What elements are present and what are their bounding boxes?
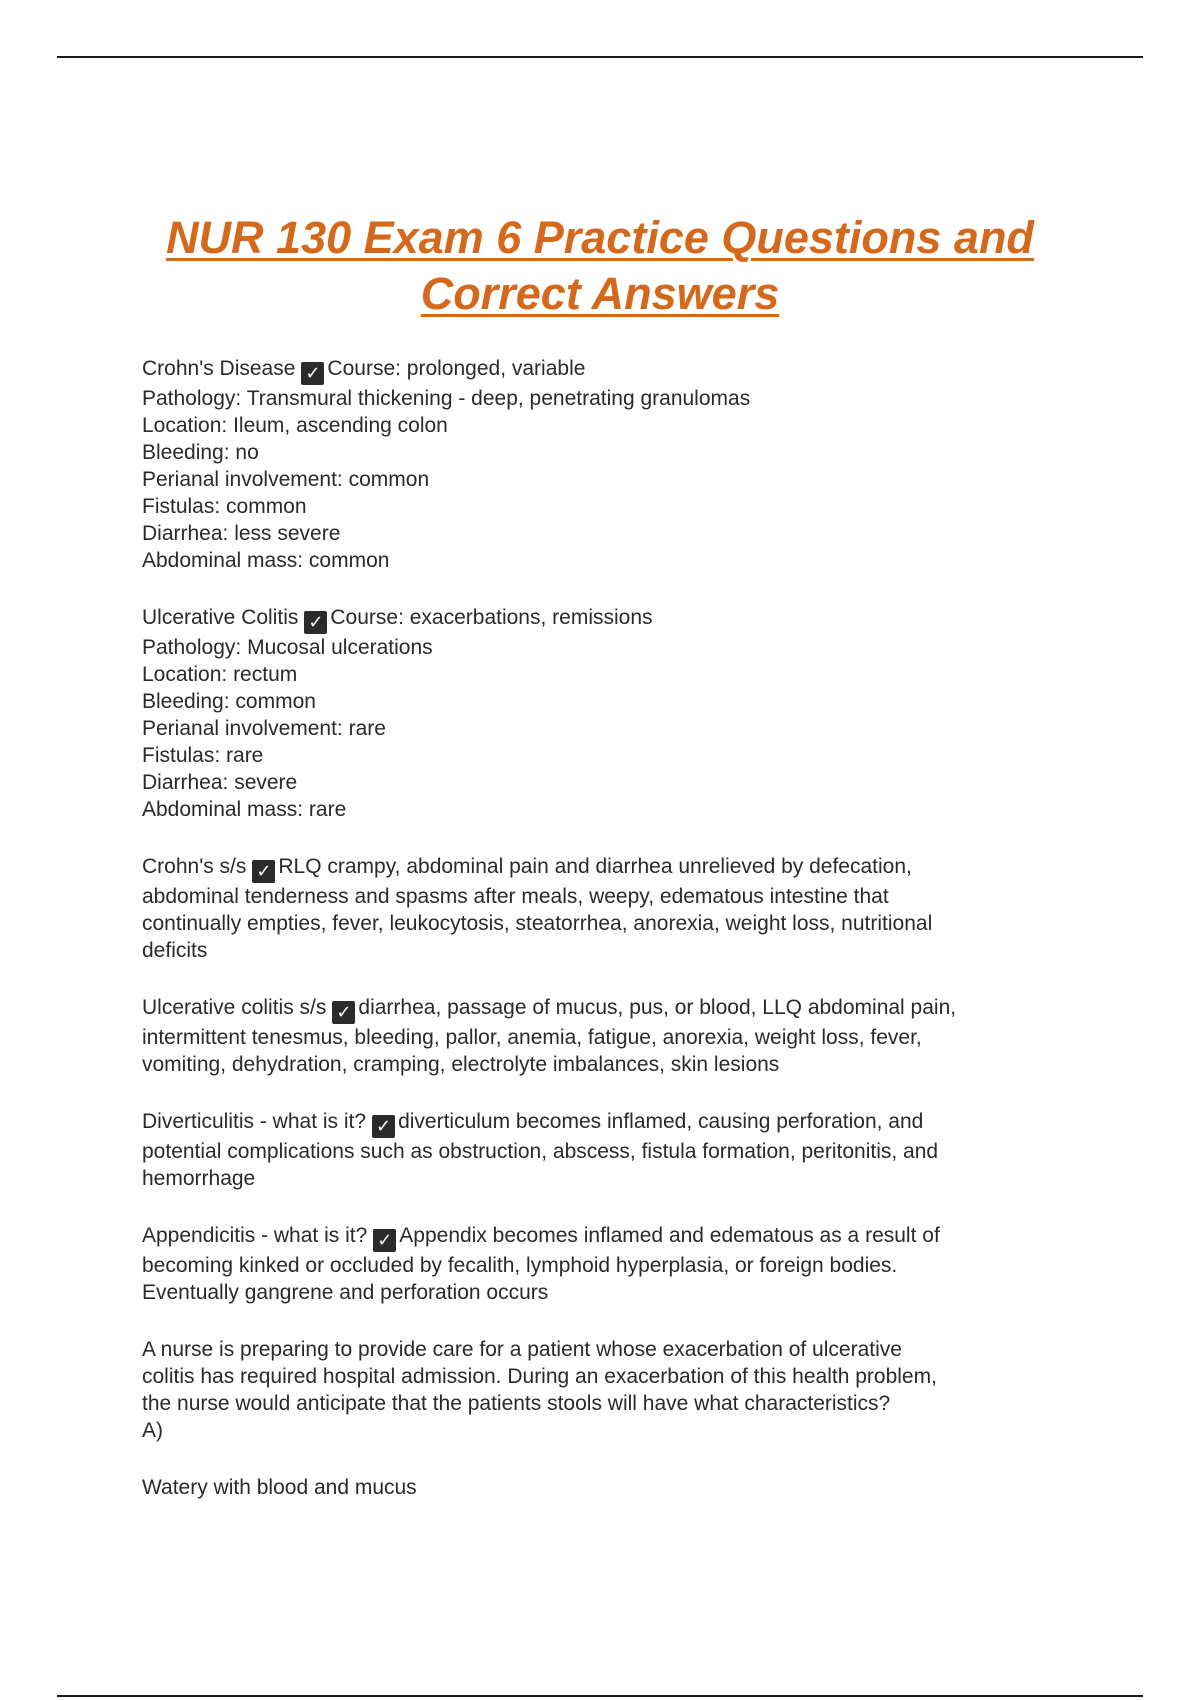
flashcard-answer-line: becoming kinked or occluded by fecalith, lymphoid hyperplasia, or foreign bodies.: [142, 1254, 898, 1277]
flashcard-first-line: [142, 604, 1072, 634]
flashcard-answer-line: potential complications such as obstruction, abscess, fistula formation, peritonitis, and: [142, 1140, 939, 1163]
flashcard: [142, 355, 1072, 574]
document-body: [142, 355, 1072, 1531]
checkmark-icon: ✓: [301, 362, 324, 385]
flashcard-answer-line: abdominal tenderness and spasms after meals, weepy, edematous intestine that: [142, 885, 889, 908]
flashcard-answer-line: diverticulum becomes inflamed, causing perforation, and: [398, 1110, 924, 1133]
question-option-label: A): [142, 1419, 163, 1442]
flashcard-answer-line: intermittent tenesmus, bleeding, pallor, anemia, fatigue, anorexia, weight loss, fever,: [142, 1026, 922, 1049]
flashcard-answer-line: Abdominal mass: common: [142, 549, 390, 572]
flashcard-answer-line: Eventually gangrene and perforation occurs: [142, 1281, 549, 1304]
flashcard-answer-line: Diarrhea: severe: [142, 771, 298, 794]
flashcard-answer-line: Perianal involvement: common: [142, 468, 430, 491]
flashcard: [142, 1108, 1072, 1192]
flashcard-term: Crohn's Disease: [142, 357, 296, 380]
checkmark-icon: ✓: [252, 860, 275, 883]
checkmark-icon: ✓: [372, 1115, 395, 1138]
flashcard-term: Crohn's s/s: [142, 855, 247, 878]
flashcard-answer-line: hemorrhage: [142, 1167, 256, 1190]
flashcard-term: Appendicitis - what is it?: [142, 1224, 368, 1247]
flashcard-answer-line: Pathology: Transmural thickening - deep, penetrating granulomas: [142, 387, 751, 410]
flashcard-answer-line: Location: Ileum, ascending colon: [142, 414, 448, 437]
question-answer: [142, 1474, 1072, 1501]
flashcard-answer-line: Abdominal mass: rare: [142, 798, 347, 821]
flashcard-answer-line: Diarrhea: less severe: [142, 522, 341, 545]
flashcard-answer-line: Bleeding: common: [142, 690, 316, 713]
flashcard-term: Ulcerative colitis s/s: [142, 996, 327, 1019]
flashcard-first-line: [142, 853, 1072, 883]
flashcard-answer-line: Course: exacerbations, remissions: [330, 606, 653, 629]
flashcard-answer-line: Location: rectum: [142, 663, 298, 686]
checkmark-icon: ✓: [332, 1001, 355, 1024]
flashcard: [142, 853, 1072, 964]
flashcard: [142, 604, 1072, 823]
flashcard-term: Ulcerative Colitis: [142, 606, 299, 629]
flashcard-first-line: [142, 355, 1072, 385]
flashcard-first-line: [142, 994, 1072, 1024]
flashcard-answer-line: vomiting, dehydration, cramping, electrolyte imbalances, skin lesions: [142, 1053, 780, 1076]
flashcard-answer-line: diarrhea, passage of mucus, pus, or blood, LLQ abdominal pain,: [358, 996, 957, 1019]
answer-text: Watery with blood and mucus: [142, 1476, 417, 1499]
flashcard-answer-line: RLQ crampy, abdominal pain and diarrhea unrelieved by defecation,: [278, 855, 912, 878]
question-line: colitis has required hospital admission. During an exacerbation of this health problem,: [142, 1365, 937, 1388]
practice-question: [142, 1336, 1072, 1444]
flashcard-answer-line: Bleeding: no: [142, 441, 259, 464]
flashcard-first-line: [142, 1108, 1072, 1138]
checkmark-icon: ✓: [373, 1229, 396, 1252]
flashcard: [142, 1222, 1072, 1306]
flashcard-answer-line: Fistulas: common: [142, 495, 307, 518]
flashcard-answer-line: Pathology: Mucosal ulcerations: [142, 636, 433, 659]
flashcard-answer-line: Appendix becomes inflamed and edematous as a result of: [399, 1224, 940, 1247]
bottom-rule: [57, 1695, 1143, 1697]
flashcard-answer-line: deficits: [142, 939, 208, 962]
flashcard-answer-line: Perianal involvement: rare: [142, 717, 386, 740]
flashcard-list: [142, 355, 1072, 1306]
flashcard-first-line: [142, 1222, 1072, 1252]
flashcard-term: Diverticulitis - what is it?: [142, 1110, 367, 1133]
checkmark-icon: ✓: [304, 611, 327, 634]
question-line: A nurse is preparing to provide care for a patient whose exacerbation of ulcerative: [142, 1338, 902, 1361]
flashcard-answer-line: Fistulas: rare: [142, 744, 264, 767]
flashcard-answer-line: continually empties, fever, leukocytosis, steatorrhea, anorexia, weight loss, nutritional: [142, 912, 933, 935]
flashcard-answer-line: Course: prolonged, variable: [327, 357, 586, 380]
top-rule: [57, 56, 1143, 58]
flashcard: [142, 994, 1072, 1078]
question-line: the nurse would anticipate that the patients stools will have what characteristics?: [142, 1392, 891, 1415]
document-title: NUR 130 Exam 6 Practice Questions and Correct Answers: [166, 212, 1034, 319]
